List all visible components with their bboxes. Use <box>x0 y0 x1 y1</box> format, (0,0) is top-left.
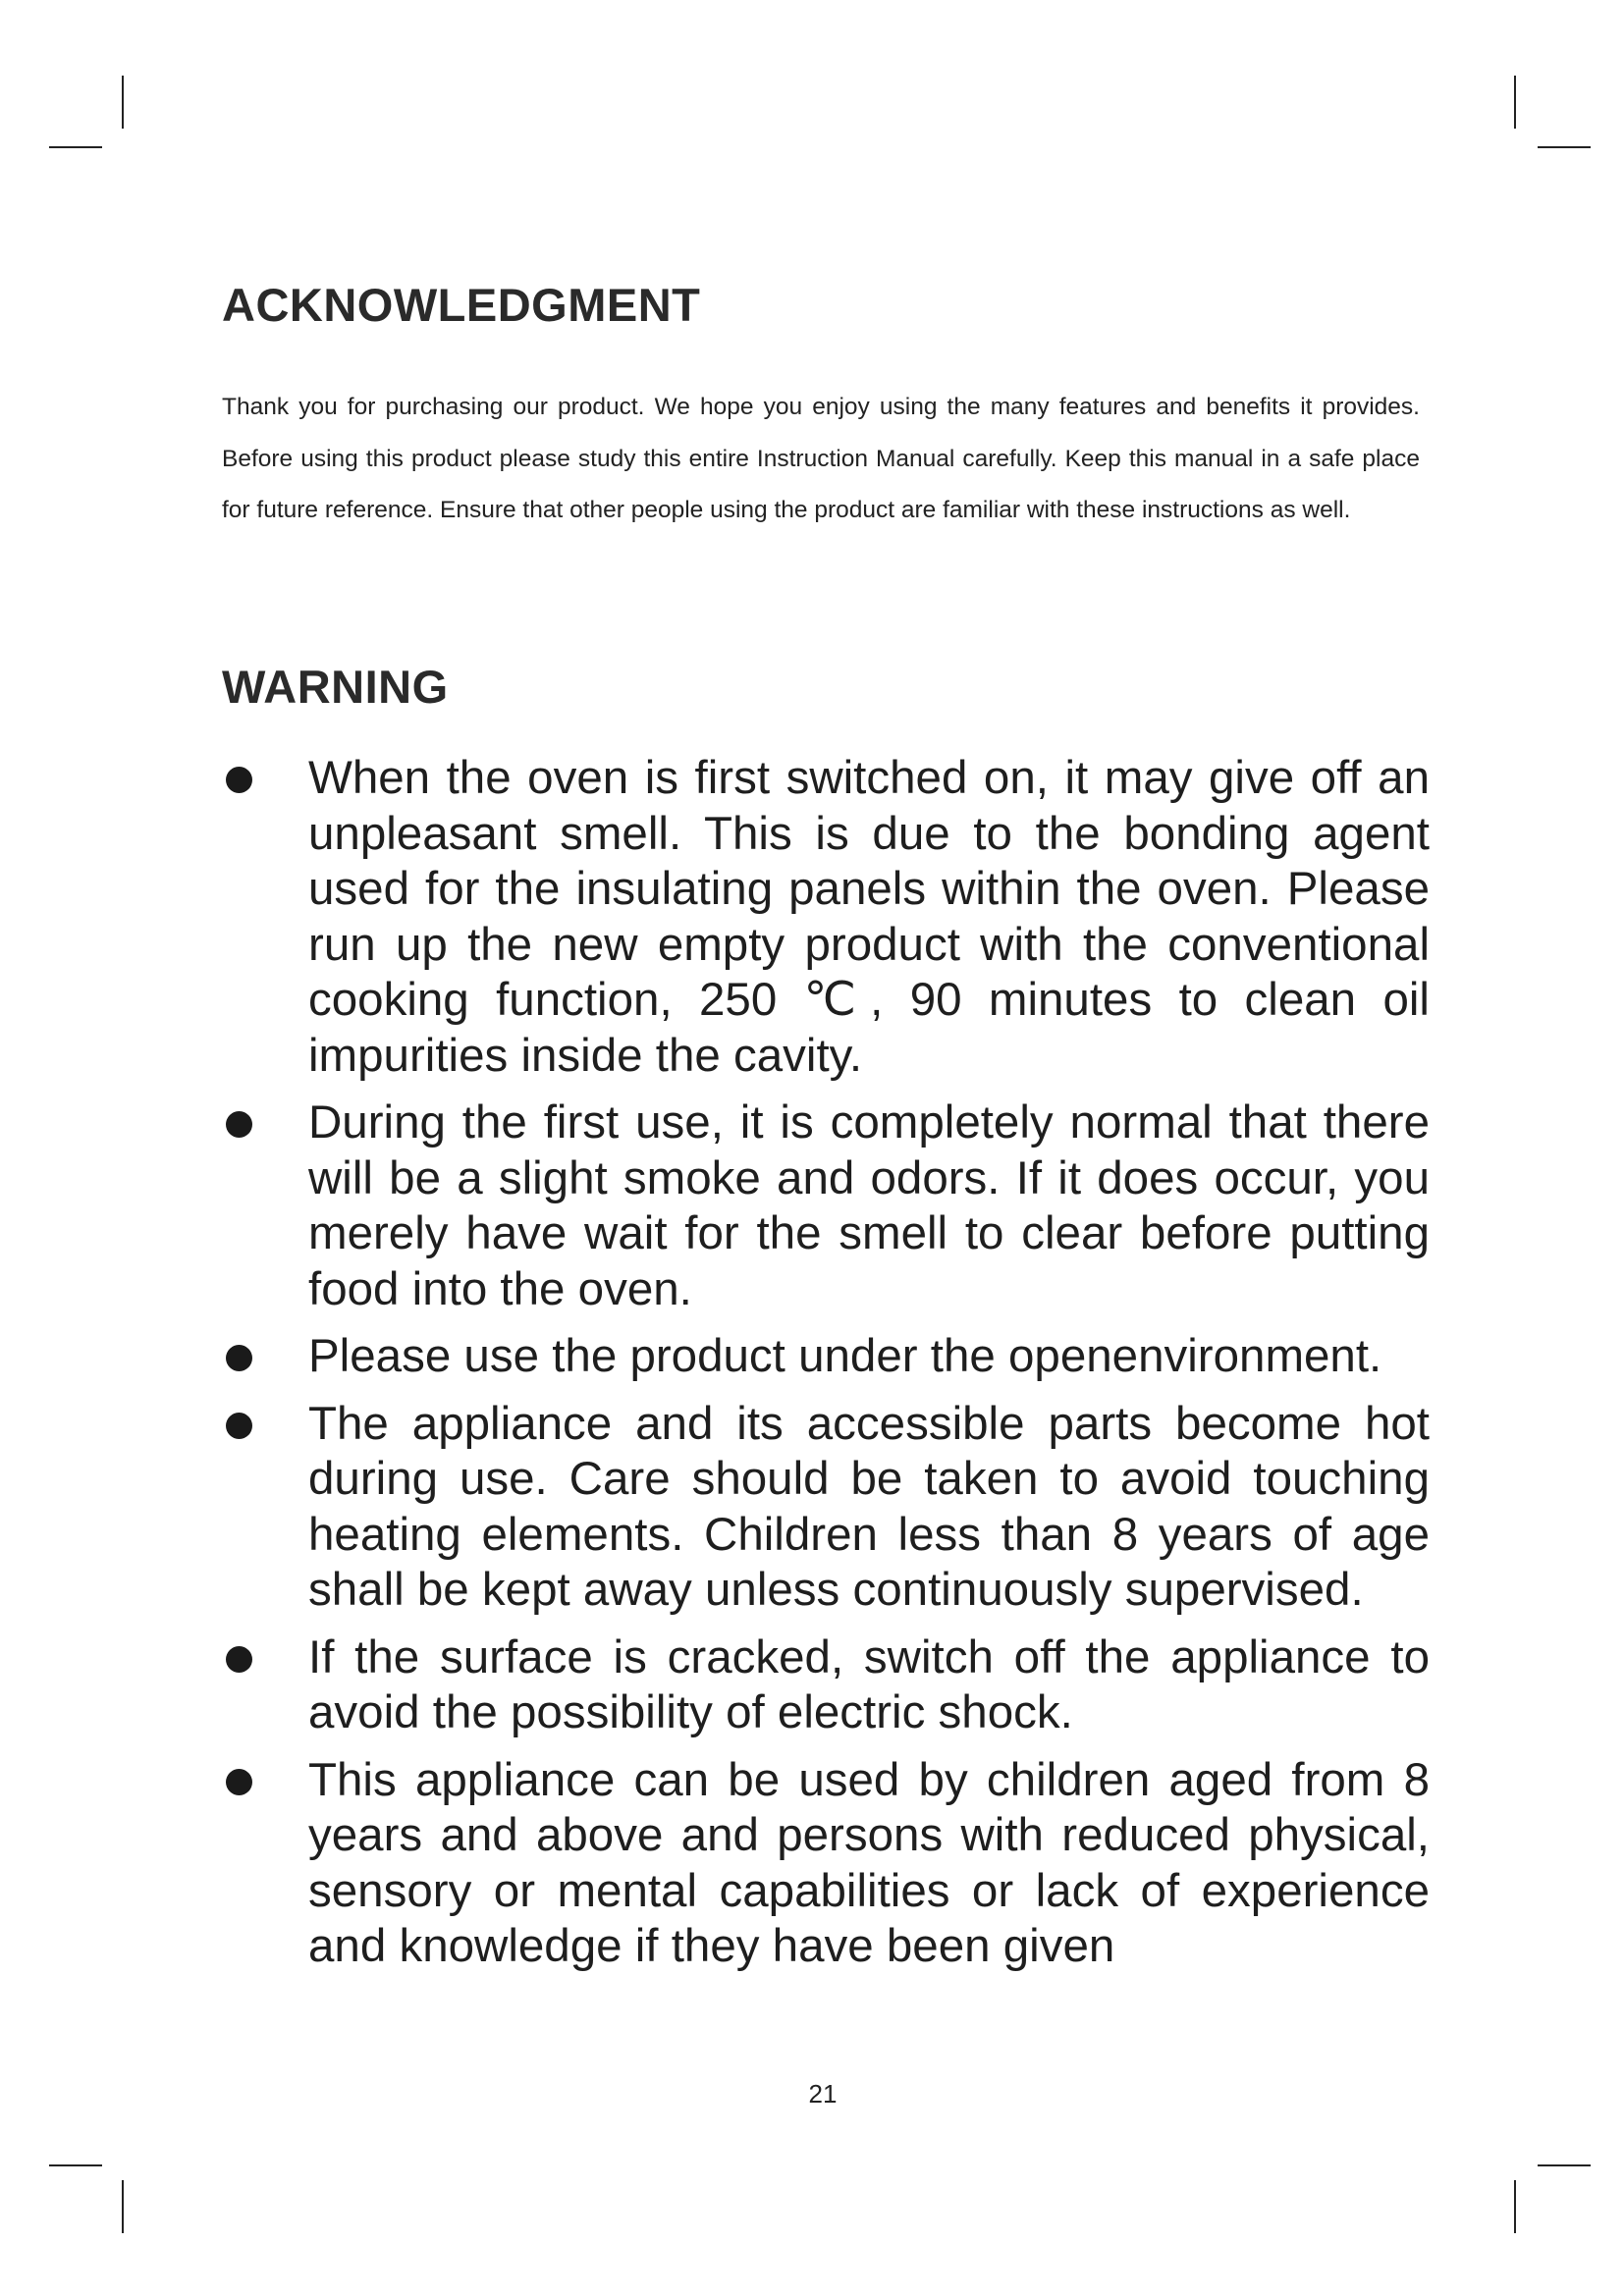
bullet-icon <box>226 1111 252 1138</box>
crop-mark-bottom-right-vertical <box>1514 2180 1516 2233</box>
warning-list <box>222 751 1430 1987</box>
crop-mark-bottom-left-horizontal <box>49 2164 102 2166</box>
crop-mark-bottom-left-vertical <box>122 2180 124 2233</box>
page-number: 21 <box>808 2079 838 2109</box>
bullet-icon <box>226 1345 252 1371</box>
warning-item-text: Please use the product under the openenvironment. <box>308 1330 1382 1382</box>
bullet-icon <box>226 767 252 793</box>
warning-item-text: This appliance can be used by children aged from 8 years and above and persons with reduced physical, sensory or mental capabilities or lack of experience and knowledge if they have been given <box>308 1753 1430 1972</box>
warning-heading: WARNING <box>222 661 449 713</box>
bullet-icon <box>226 1769 252 1795</box>
warning-item <box>222 1095 1430 1317</box>
crop-mark-top-left-horizontal <box>49 146 102 148</box>
warning-item <box>222 1753 1430 1975</box>
warning-item <box>222 751 1430 1084</box>
warning-item-text: If the surface is cracked, switch off the appliance to avoid the possibility of electric shock. <box>308 1630 1430 1738</box>
bullet-icon <box>226 1646 252 1673</box>
crop-mark-top-left-vertical <box>122 76 124 129</box>
warning-item <box>222 1397 1430 1619</box>
crop-mark-top-right-vertical <box>1514 76 1516 129</box>
crop-mark-top-right-horizontal <box>1538 146 1591 148</box>
acknowledgment-paragraph: Thank you for purchasing our product. We hope you enjoy using the many features and benefits it provides. Before using this product please study this entire Instruction Manual carefully. Keep this manual in a safe place for future reference. Ensure that other people using the product are familiar with these instructions as well. <box>222 394 1420 523</box>
warning-item-text: When the oven is first switched on, it may give off an unpleasant smell. This is due to the bonding agent used for the insulating panels within the oven. Please run up the new empty product with the conventional cooking function, 250 ℃, 90 minutes to clean oil impurities inside the cavity. <box>308 752 1430 1082</box>
crop-mark-bottom-right-horizontal <box>1538 2164 1591 2166</box>
warning-item <box>222 1630 1430 1741</box>
acknowledgment-heading: ACKNOWLEDGMENT <box>222 279 701 331</box>
warning-item <box>222 1329 1430 1385</box>
bullet-icon <box>226 1413 252 1439</box>
warning-item-text: During the first use, it is completely normal that there will be a slight smoke and odors. If it does occur, you merely have wait for the smell to clear before putting food into the oven. <box>308 1096 1430 1315</box>
warning-item-text: The appliance and its accessible parts become hot during use. Care should be taken to avoid touching heating elements. Children less than 8 years of age shall be kept away unless continuously supervised. <box>308 1397 1430 1616</box>
